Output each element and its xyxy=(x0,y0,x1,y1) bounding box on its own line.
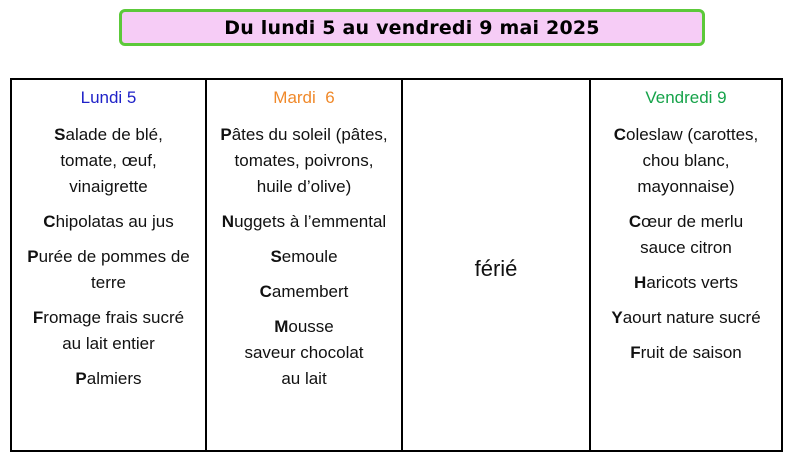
day-column-holiday xyxy=(403,80,591,450)
dish-item: Cœur de merlu sauce citron xyxy=(628,212,744,257)
dish-item: Chipolatas au jus xyxy=(43,212,174,231)
weekly-menu-table xyxy=(10,78,783,452)
day-column-lundi xyxy=(12,80,207,450)
dish-item: Purée de pommes de terre xyxy=(27,247,190,292)
day-column-vendredi xyxy=(591,80,781,450)
dish-item: Pâtes du soleil (pâtes, tomates, poivrons, huile d’olive) xyxy=(220,125,388,196)
dish-item: Fromage frais sucré au lait entier xyxy=(32,308,185,353)
dish-item: Coleslaw (carottes, chou blanc, mayonnaise) xyxy=(613,125,759,196)
dish-item: Semoule xyxy=(270,247,338,266)
dish-item: Haricots verts xyxy=(634,273,738,292)
dish-item: Palmiers xyxy=(75,369,142,388)
dish-item: Salade de blé, tomate, œuf, vinaigrette xyxy=(54,125,163,196)
page-title: Du lundi 5 au vendredi 9 mai 2025 xyxy=(224,16,600,39)
dish-item: Fruit de saison xyxy=(630,343,742,362)
dish-item: Mousse saveur chocolat au lait xyxy=(244,317,364,388)
dish-item: Camembert xyxy=(259,282,349,301)
day-header: Mardi 6 xyxy=(273,88,335,107)
title-banner xyxy=(119,9,705,46)
day-header: Lundi 5 xyxy=(80,88,137,107)
holiday-label: férié xyxy=(474,256,518,281)
day-column-mardi xyxy=(207,80,403,450)
day-header: Vendredi 9 xyxy=(645,88,727,107)
dish-item: Nuggets à l’emmental xyxy=(221,212,387,231)
dish-item: Yaourt nature sucré xyxy=(611,308,761,327)
